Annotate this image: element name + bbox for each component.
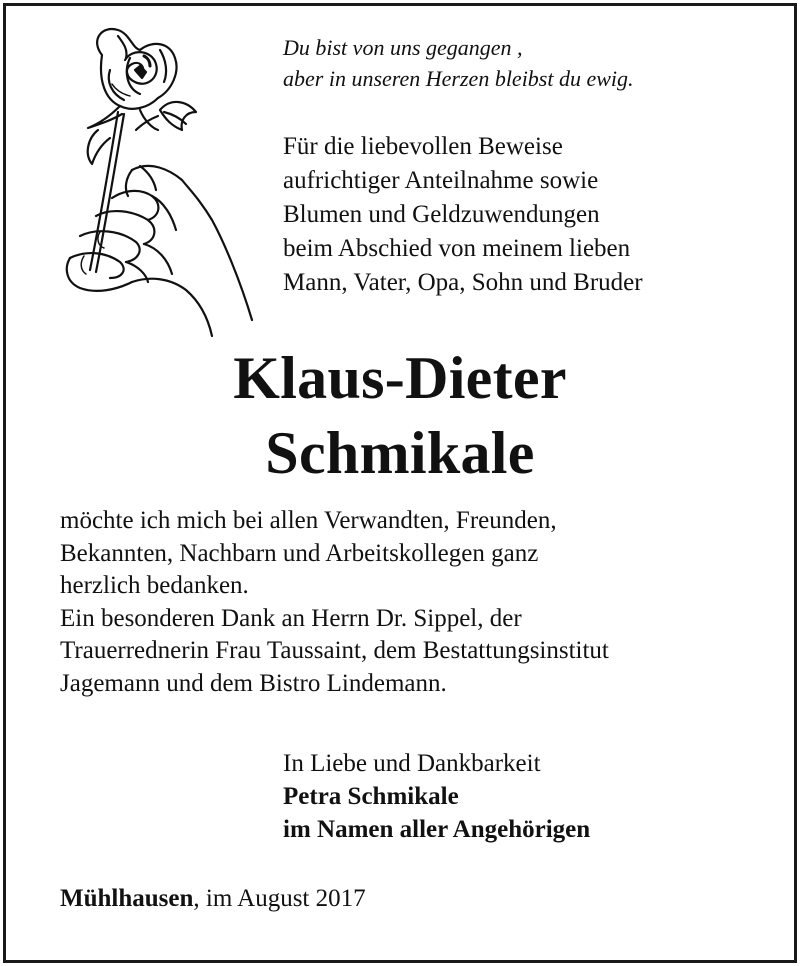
intro-paragraph [283, 130, 643, 300]
intro-line: Blumen und Geldzuwendungen [283, 201, 600, 228]
thanks-line: Jagemann und dem Bistro Lindemann. [60, 669, 447, 697]
intro-line: Mann, Vater, Opa, Sohn und Bruder [283, 269, 643, 296]
intro-line: Für die liebevollen Beweise [283, 133, 563, 160]
memorial-quote [283, 32, 634, 94]
date-text: , im August 2017 [193, 885, 366, 912]
place-and-date [60, 882, 366, 915]
signer-name: Petra Schmikale [283, 783, 459, 810]
closing-signature [283, 747, 590, 846]
intro-line: aufrichtiger Anteilnahme sowie [283, 167, 599, 194]
thanks-line: möchte ich mich bei allen Verwandten, Freunden, [60, 507, 557, 534]
memorial-quote-line-2: aber in unseren Herzen bleibst du ewig. [283, 66, 634, 91]
deceased-last-name: Schmikale [265, 420, 535, 486]
intro-line: beim Abschied von meinem lieben [283, 235, 631, 262]
rose-in-hand-icon [40, 20, 265, 340]
thanks-line: herzlich bedanken. [60, 572, 249, 599]
thanks-line: Trauerrednerin Frau Taussaint, dem Bestattungsinstitut [60, 637, 609, 664]
signer-note: im Namen aller Angehörigen [283, 816, 591, 843]
thanks-line: Bekannten, Nachbarn und Arbeitskollegen ganz [60, 539, 539, 567]
deceased-first-name: Klaus-Dieter [233, 345, 567, 411]
memorial-quote-line-1: Du bist von uns gegangen , [283, 35, 523, 60]
place-name: Mühlhausen [60, 885, 194, 912]
thanks-line: Ein besonderen Dank an Herrn Dr. Sippel, der [60, 604, 522, 632]
closing-phrase: In Liebe und Dankbarkeit [283, 750, 541, 777]
thanks-paragraph [60, 505, 609, 700]
